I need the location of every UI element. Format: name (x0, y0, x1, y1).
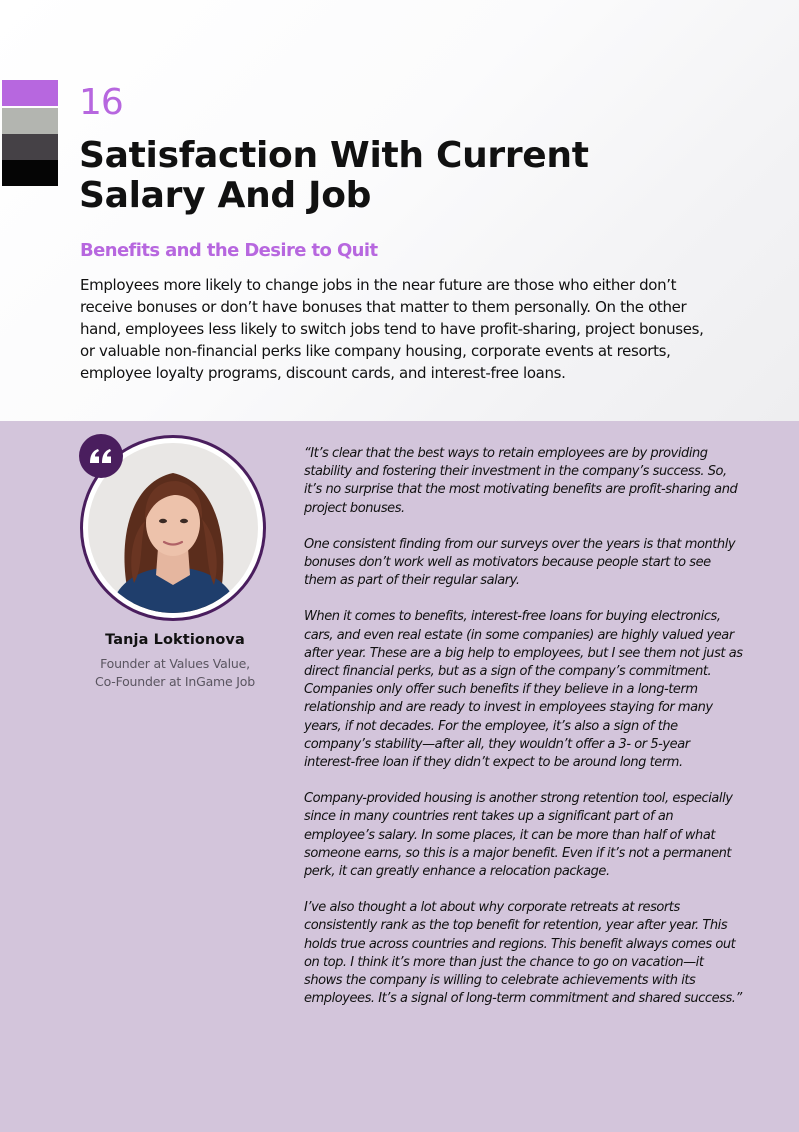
person-role-line1: Founder at Values Value, (100, 656, 250, 671)
person-role (75, 655, 275, 691)
intro-paragraph: Employees more likely to change jobs in the near future are those who either don’t receive bonuses or don’t have bonuses that matter to them personally. On the other hand, employees less likely to switch jobs tend to have profit-sharing, project bonuses, or valuable non-financial perks like company housing, corporate events at resorts, employee loyalty programs, discount cards, and interest-free loans. (80, 276, 704, 382)
section-heading: Benefits and the Desire to Quit (80, 240, 378, 261)
quote-paragraph: One consistent finding from our surveys over the years is that monthly bonuses don’t work well as motivators because people start to see them as part of their regular salary. (304, 536, 736, 589)
page-title-line1: Satisfaction With Current (79, 135, 589, 176)
quote-paragraph: I’ve also thought a lot about why corporate retreats at resorts consistently rank as the top benefit for retention, year after year. This holds true across countries and regions. This benefit always comes out on top. I think it’s more than just the chance to go on vacation—it shows the company is willing to celebrate achievements with its employees. It’s a signal of long-term commitment and shared success.” (304, 900, 742, 1007)
quote-paragraph: “It’s clear that the best ways to retain employees are by providing stability and fostering their investment in the company’s success. So, it’s no surprise that the most motivating benefits are profit-sharing and project bonuses. (304, 446, 738, 516)
person-role-line2: Co-Founder at InGame Job (95, 674, 255, 689)
page-title (79, 136, 719, 216)
quote-paragraph: When it comes to benefits, interest-free loans for buying electronics, cars, and even real estate (in some companies) are highly valued year after year. These are a big help to employees, but I see them not just as direct financial perks, but as a sign of the company’s commitment. Companies only offer such benefits if they believe in a long-term relationship and are ready to invest in employees staying for many years, if not decades. For the employee, it’s also a sign of the company’s stability—after all, they wouldn’t offer a 3- or 5-year interest-free loan if they didn’t expect to be around long term. (304, 609, 743, 771)
quote-body (304, 445, 744, 1026)
page-number: 16 (79, 82, 123, 123)
color-swatch-dark-gray (2, 134, 58, 160)
quote-mark-icon (79, 434, 123, 478)
color-swatch-black (2, 160, 58, 186)
page-title-line2: Salary And Job (79, 175, 372, 216)
quote-paragraph: Company-provided housing is another strong retention tool, especially since in many countries rent takes up a significant part of an employee’s salary. In some places, it can be more than half of what someone earns, so this is a major benefit. Even if it’s not a permanent perk, it can greatly enhance a relocation package. (304, 791, 733, 880)
color-swatch-purple (2, 80, 58, 106)
color-swatch-gray (2, 108, 58, 134)
person-name: Tanja Loktionova (105, 632, 245, 648)
